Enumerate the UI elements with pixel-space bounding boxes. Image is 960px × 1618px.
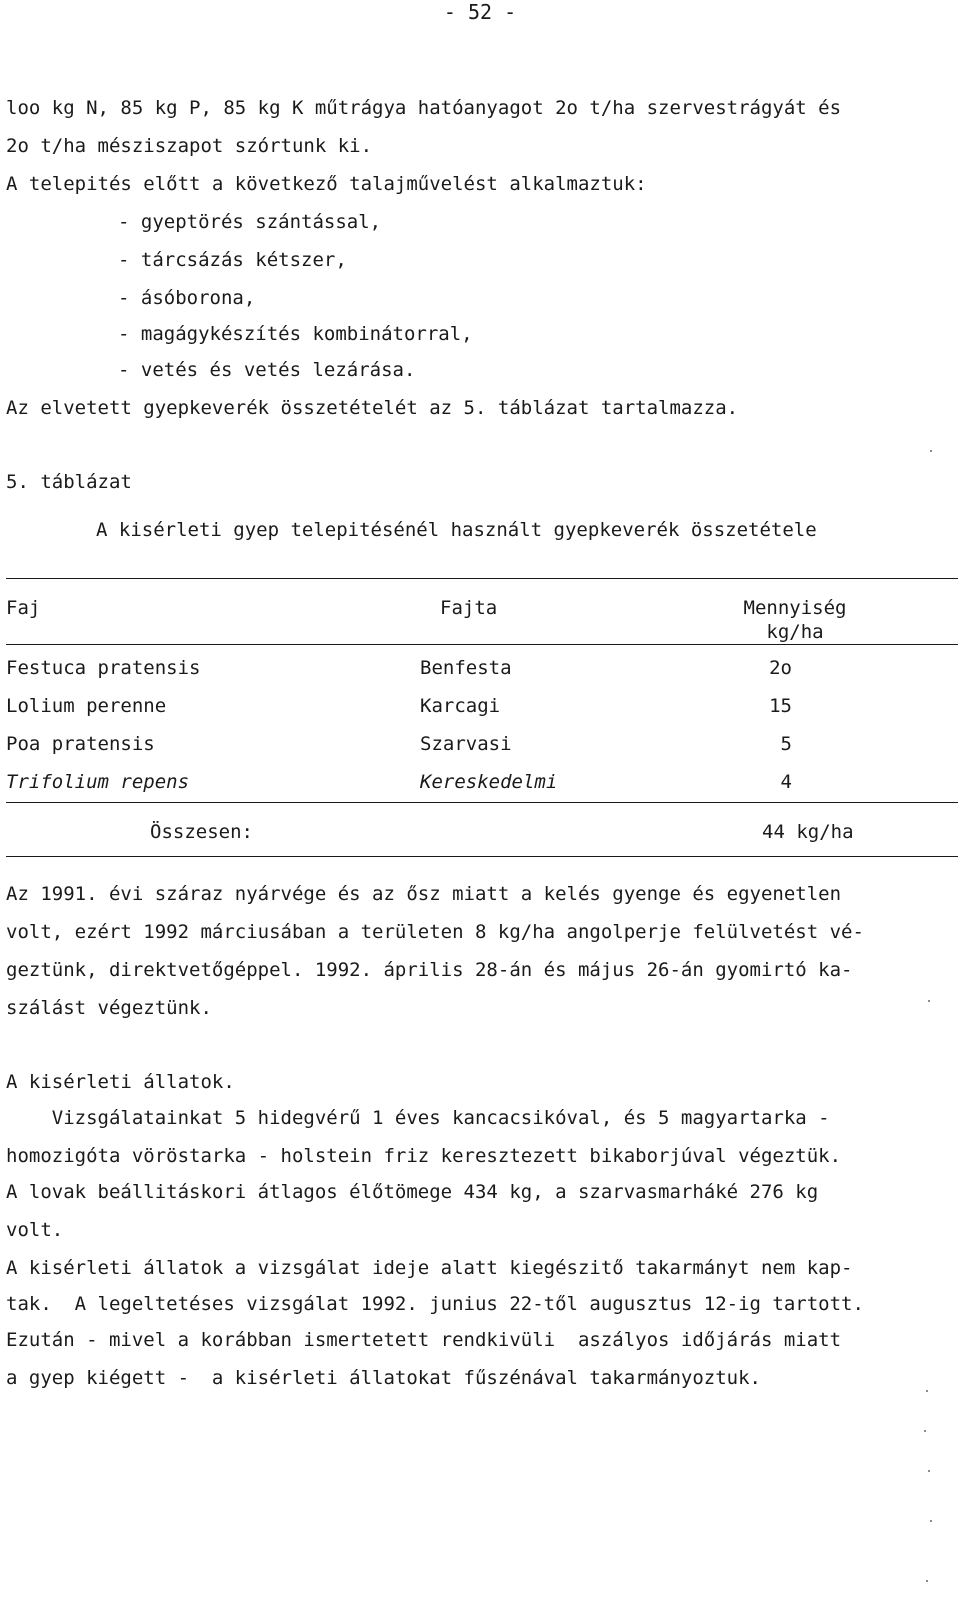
row-variety: Benfesta bbox=[420, 657, 512, 679]
operation-item: - magágykészítés kombinátorral, bbox=[118, 323, 473, 345]
intro-line-3: A telepités előtt a következő talajművelést alkalmaztuk: bbox=[6, 173, 647, 195]
intro-line-1: loo kg N, 85 kg P, 85 kg K műtrágya hatóanyagot 2o t/ha szervestrágyát és bbox=[6, 97, 842, 119]
header-quantity-line2: kg/ha bbox=[766, 621, 824, 643]
row-variety: Kereskedelmi bbox=[420, 771, 558, 793]
operation-item: - tárcsázás kétszer, bbox=[118, 249, 347, 271]
header-quantity-line1: Mennyiség bbox=[743, 597, 847, 619]
scan-speck bbox=[926, 1390, 928, 1392]
animals-line: homozigóta vöröstarka - holstein friz keresztezett bikaborjúval végeztük. bbox=[6, 1145, 842, 1167]
row-species: Festuca pratensis bbox=[6, 657, 201, 679]
section-heading: A kisérleti állatok. bbox=[6, 1071, 235, 1093]
animals-line: tak. A legeltetéses vizsgálat 1992. junius 22-től augusztus 12-ig tartott. bbox=[6, 1293, 864, 1315]
row-species: Poa pratensis bbox=[6, 733, 155, 755]
row-species: Lolium perenne bbox=[6, 695, 167, 717]
row-variety: Karcagi bbox=[420, 695, 501, 717]
body-line: szálást végeztünk. bbox=[6, 997, 212, 1019]
table-caption: A kisérleti gyep telepitésénél használt gyepkeverék összetétele bbox=[96, 519, 817, 541]
row-quantity: 2o bbox=[769, 657, 792, 679]
operation-item: - ásóborona, bbox=[118, 287, 256, 309]
scan-speck bbox=[930, 450, 932, 452]
header-variety: Fajta bbox=[440, 597, 498, 619]
row-quantity: 15 bbox=[769, 695, 792, 717]
scan-speck bbox=[926, 1580, 928, 1582]
header-rule bbox=[6, 644, 958, 645]
row-quantity: 4 bbox=[780, 771, 792, 793]
animals-line: Ezután - mivel a korábban ismertetett rendkivüli aszályos időjárás miatt bbox=[6, 1329, 842, 1351]
animals-line: volt. bbox=[6, 1219, 64, 1241]
header-species: Faj bbox=[6, 597, 41, 619]
table-label: 5. táblázat bbox=[6, 471, 132, 493]
operation-item: - vetés és vetés lezárása. bbox=[118, 359, 416, 381]
body-line: volt, ezért 1992 márciusában a területen 8 kg/ha angolperje felülvetést vé- bbox=[6, 921, 864, 943]
table-reference: Az elvetett gyepkeverék összetételét az 5. táblázat tartalmazza. bbox=[6, 397, 739, 419]
animals-line: a gyep kiégett - a kisérleti állatokat fűszénával takarmányoztuk. bbox=[6, 1367, 761, 1389]
total-rule bbox=[6, 802, 958, 803]
animals-line: A lovak beállitáskori átlagos élőtömege 434 kg, a szarvasmarháké 276 kg bbox=[6, 1181, 819, 1203]
scan-speck bbox=[928, 1470, 930, 1472]
total-value: 44 kg/ha bbox=[762, 821, 854, 843]
row-quantity: 5 bbox=[780, 733, 792, 755]
body-line: Az 1991. évi száraz nyárvége és az ősz miatt a kelés gyenge és egyenetlen bbox=[6, 883, 842, 905]
animals-line: A kisérleti állatok a vizsgálat ideje alatt kiegészitő takarmányt nem kap- bbox=[6, 1257, 853, 1279]
table-bottom-rule bbox=[6, 856, 958, 857]
body-line: geztünk, direktvetőgéppel. 1992. április 28-án és május 26-án gyomirtó ka- bbox=[6, 959, 853, 981]
row-variety: Szarvasi bbox=[420, 733, 512, 755]
animals-line: Vizsgálatainkat 5 hidegvérű 1 éves kancacsikóval, és 5 magyartarka - bbox=[6, 1107, 830, 1129]
row-species: Trifolium repens bbox=[6, 771, 190, 793]
intro-line-2: 2o t/ha mésziszapot szórtunk ki. bbox=[6, 135, 373, 157]
page-number: - 52 - bbox=[443, 0, 517, 24]
total-label: Összesen: bbox=[150, 821, 253, 843]
operation-item: - gyeptörés szántással, bbox=[118, 211, 382, 233]
scan-speck bbox=[928, 1000, 930, 1002]
table-top-rule bbox=[6, 578, 958, 579]
scan-speck bbox=[930, 1520, 932, 1522]
scan-speck bbox=[924, 1430, 926, 1432]
